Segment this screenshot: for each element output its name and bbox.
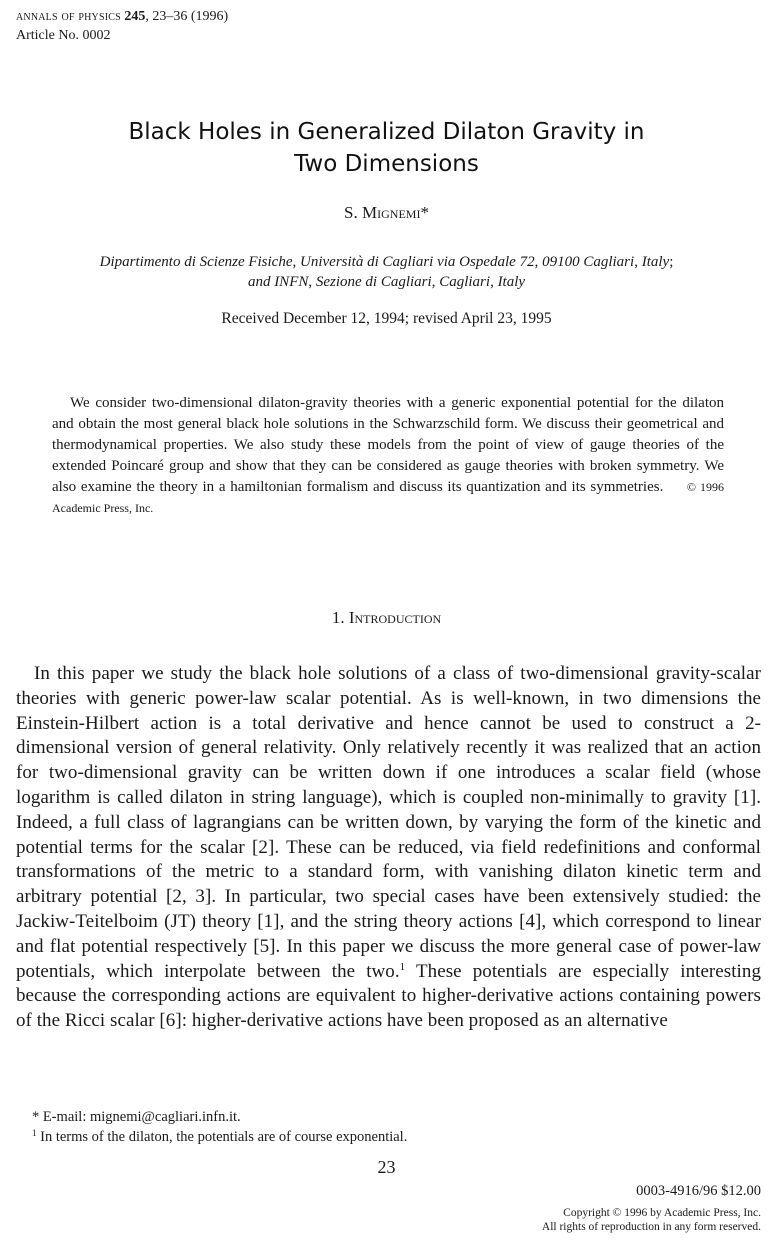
paper-title [0,116,773,180]
title-line-1: Black Holes in Generalized Dilaton Gravity in [128,119,645,145]
footnote-1-text: In terms of the dilaton, the potentials are of course exponential. [36,1129,408,1145]
section-title: Introduction [348,608,442,627]
journal-volume: 245 [124,9,146,24]
journal-citation [16,8,228,26]
copyright-line-2: All rights of reproduction in any form reserved. [541,1221,761,1233]
author-surname: Mignemi [362,203,421,222]
body-part-2: These potentials are especially interesting because the corresponding actions are equivalent to higher-derivative actions containing powers of the Ricci scalar [6]: higher-derivative actions have been proposed as an alternative [16,960,761,1032]
footnote-1-mark: 1 [32,1128,37,1138]
copyright-notice [542,1206,761,1234]
body-part-1: In this paper we study the black hole solutions of a class of two-dimensional gravity-scalar theories with generic power-law scalar potential. As is well-known, in two dimensions the Einstein-Hilbert action is a total derivative and hence cannot be used to construct a 2-dimensional version of general relativity. Only relatively recently it was realized that an action for two-dimensional gravity can be written down if one introduces a scalar field (whose logarithm is called dilaton in string language), which is coupled non-minimally to gravity [1]. Indeed, a full class of lagrangians can be written down, by varying the form of the kinetic and potential terms for the scalar [2]. These can be reduced, via field redefinitions and conformal transformations of the metric to a standard form, with vanishing dilaton kinetic term and arbitrary potential [2, 3]. In particular, two special cases have been extensively studied: the Jackiw-Teitelboim (JT) theory [1], and the string theory actions [4], which correspond to linear and flat potential respectively [5]. In this paper we discuss the more general case of power-law potentials, which interpolate between the two. [16,663,761,982]
abstract-copyright: © 1996 Academic Press, Inc. [52,480,725,515]
footnote-email: * E-mail: mignemi@cagliari.infn.it. [32,1109,241,1125]
abstract [52,393,724,519]
abstract-text: We consider two-dimensional dilaton-gravity theories with a generic exponential potential for the dilaton and obtain the most general black hole solutions in the Schwarzschild form. We discuss their geometrical and thermodynamical properties. We also study these models from the point of view of gauge theories of the extended Poincaré group and show that they can be considered as gauge theories with broken symmetry. We also examine the theory in a hamiltonian formalism and discuss its quantization and its symmetries. [52,395,724,495]
issn-price: 0003-4916/96 $12.00 [636,1183,761,1199]
affiliation-line-1: Dipartimento di Scienze Fisiche, Università di Cagliari via Ospedale 72, 09100 Cagliari, Italy; [99,254,674,270]
journal-pages-year: , 23–36 (1996) [145,9,229,24]
author-initial: S. [344,203,362,222]
footnote-ref: 1 [399,960,406,973]
footnote-1 [32,1128,407,1146]
received-dates: Received December 12, 1994; revised April 23, 1995 [221,310,552,327]
journal-name: annals of physics [16,9,121,24]
copyright-line-1: Copyright © 1996 by Academic Press, Inc. [563,1207,761,1219]
author [0,203,773,223]
affiliation [40,252,733,292]
title-line-2: Two Dimensions [294,151,479,177]
body-text [16,662,761,1034]
article-number: Article No. 0002 [16,28,111,43]
section-number: 1. [331,608,349,627]
affiliation-line-2: and INFN, Sezione di Cagliari, Cagliari, Italy [247,274,526,290]
author-footnote-mark: * [420,203,429,222]
page-number: 23 [377,1157,396,1177]
section-heading [0,608,773,628]
